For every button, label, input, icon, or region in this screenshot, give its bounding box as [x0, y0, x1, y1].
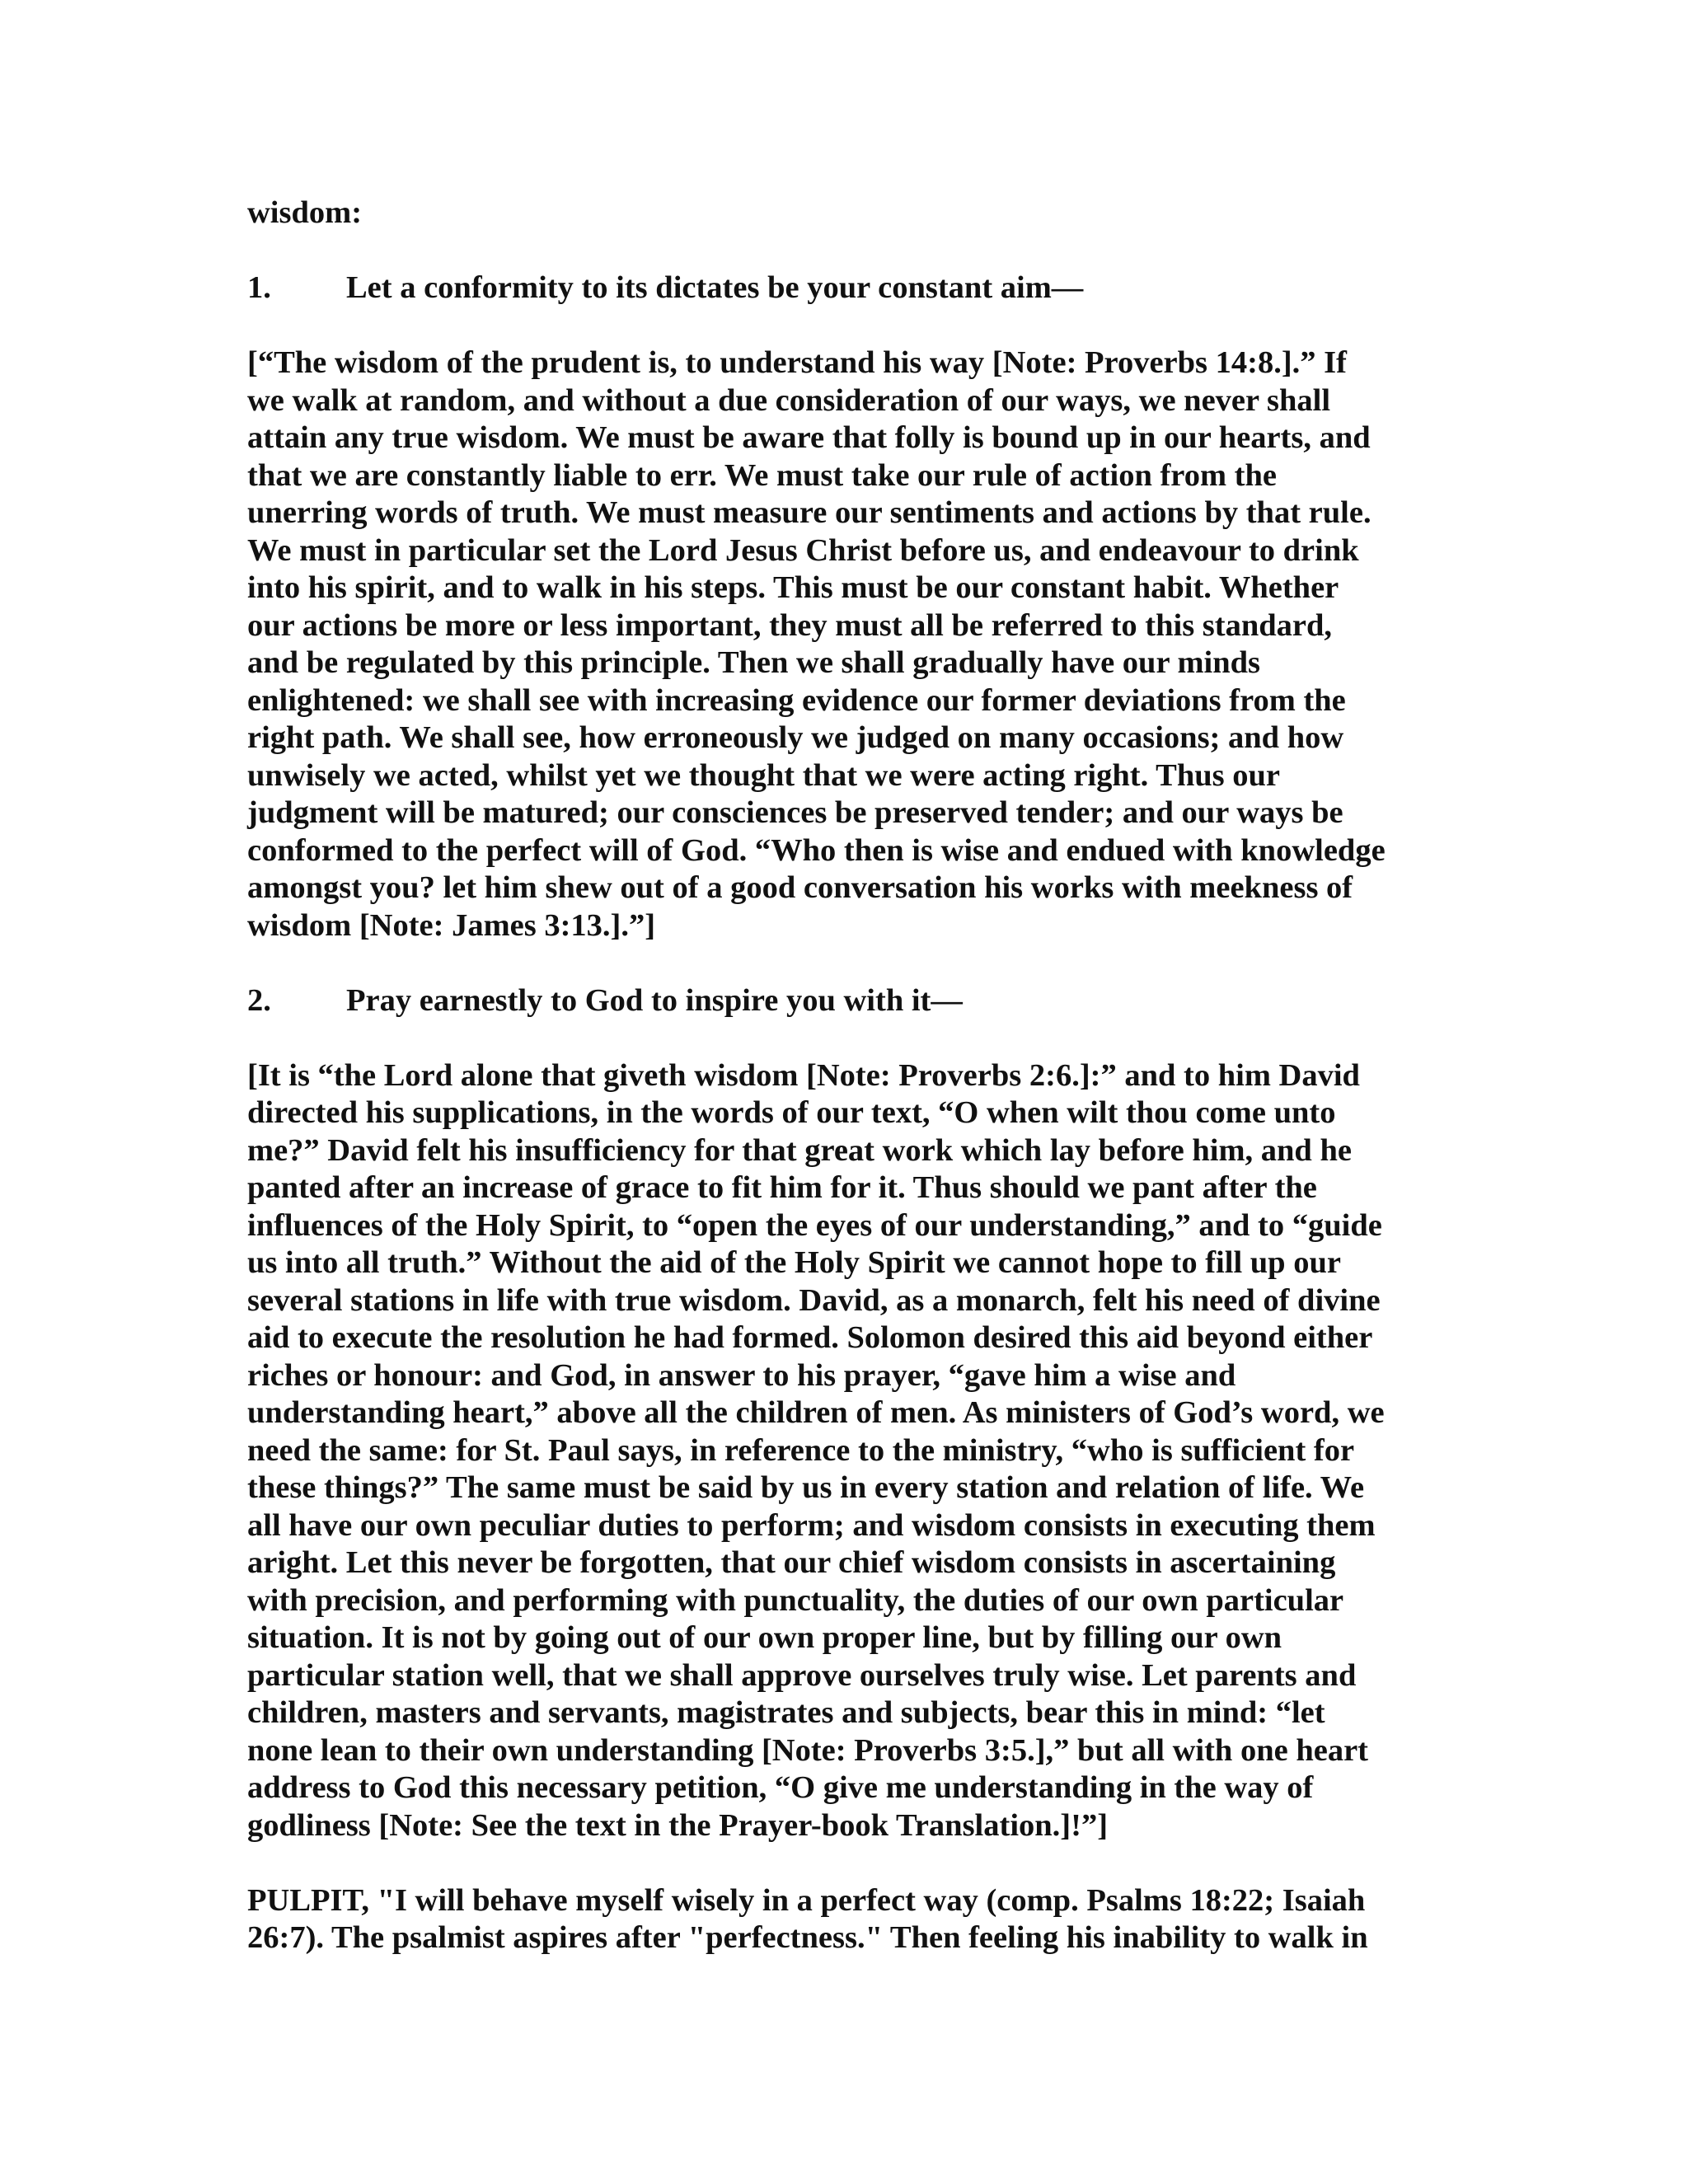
paragraph-line: several stations in life with true wisdom. David, as a monarch, felt his need of divine [247, 1282, 1381, 1318]
item-2-heading: Pray earnestly to God to inspire you with it— [346, 982, 963, 1018]
paragraph-line: with precision, and performing with punctuality, the duties of our own particular [247, 1582, 1344, 1618]
paragraph-line: amongst you? let him shew out of a good conversation his works with meekness of [247, 870, 1353, 905]
closing-paragraph [247, 1882, 1467, 1957]
item-1-heading-row [247, 269, 1467, 307]
paragraph-line: need the same: for St. Paul says, in reference to the ministry, “who is sufficient for [247, 1432, 1355, 1468]
item-1-number: 1. [247, 270, 271, 305]
paragraph-line: [It is “the Lord alone that giveth wisdom [Note: Proverbs 2:6.]:” and to him David [247, 1057, 1360, 1093]
paragraph-line: into his spirit, and to walk in his steps. This must be our constant habit. Whether [247, 570, 1339, 605]
paragraph-line: 26:7). The psalmist aspires after "perfectness." Then feeling his inability to walk in [247, 1920, 1368, 1955]
paragraph-line: influences of the Holy Spirit, to “open the eyes of our understanding,” and to “guide [247, 1207, 1382, 1243]
paragraph-line: understanding heart,” above all the children of men. As ministers of God’s word, we [247, 1395, 1385, 1430]
paragraph-line: PULPIT, "I will behave myself wisely in a perfect way (comp. Psalms 18:22; Isaiah [247, 1882, 1366, 1918]
paragraph-line: aright. Let this never be forgotten, that our chief wisdom consists in ascertaining [247, 1545, 1336, 1580]
paragraph-line: riches or honour: and God, in answer to his prayer, “gave him a wise and [247, 1357, 1236, 1393]
paragraph-line: situation. It is not by going out of our own proper line, but by filling our own [247, 1620, 1282, 1655]
paragraph-line: [“The wisdom of the prudent is, to understand his way [Note: Proverbs 14:8.].” If [247, 345, 1347, 380]
lead-line: wisdom: [247, 195, 363, 230]
paragraph-line: these things?” The same must be said by us in every station and relation of life. We [247, 1470, 1365, 1505]
item-2-paragraph [247, 1057, 1467, 1845]
paragraph-line: godliness [Note: See the text in the Prayer-book Translation.]!”] [247, 1807, 1109, 1843]
paragraph-line: me?” David felt his insufficiency for that great work which lay before him, and he [247, 1132, 1352, 1168]
paragraph-line: We must in particular set the Lord Jesus Christ before us, and endeavour to drink [247, 532, 1359, 568]
paragraph-line: address to God this necessary petition, “O give me understanding in the way of [247, 1770, 1314, 1805]
item-1-heading: Let a conformity to its dictates be your constant aim— [346, 270, 1084, 305]
paragraph-line: directed his supplications, in the words of our text, “O when wilt thou come unto [247, 1095, 1336, 1130]
item-2-number: 2. [247, 982, 271, 1018]
paragraph-line: children, masters and servants, magistrates and subjects, bear this in mind: “let [247, 1695, 1325, 1730]
paragraph-line: aid to execute the resolution he had formed. Solomon desired this aid beyond either [247, 1320, 1373, 1355]
paragraph-line: we walk at random, and without a due consideration of our ways, we never shall [247, 382, 1331, 418]
paragraph-line: judgment will be matured; our consciences be preserved tender; and our ways be [247, 795, 1343, 830]
paragraph-line: us into all truth.” Without the aid of the Holy Spirit we cannot hope to fill up our [247, 1245, 1341, 1280]
item-2-heading-row [247, 982, 1467, 1020]
paragraph-line: none lean to their own understanding [Note: Proverbs 3:5.],” but all with one heart [247, 1732, 1368, 1768]
paragraph-line: unwisely we acted, whilst yet we thought that we were acting right. Thus our [247, 757, 1280, 793]
paragraph-line: enlightened: we shall see with increasing evidence our former deviations from the [247, 682, 1346, 718]
paragraph-line: particular station well, that we shall approve ourselves truly wise. Let parents and [247, 1657, 1357, 1693]
paragraph-line: conformed to the perfect will of God. “Who then is wise and endued with knowledge [247, 832, 1386, 868]
paragraph-line: right path. We shall see, how erroneously we judged on many occasions; and how [247, 720, 1344, 755]
paragraph-line: our actions be more or less important, they must all be referred to this standard, [247, 607, 1333, 643]
paragraph-line: that we are constantly liable to err. We must take our rule of action from the [247, 457, 1277, 493]
paragraph-line: and be regulated by this principle. Then we shall gradually have our minds [247, 645, 1261, 680]
document-body [247, 194, 1467, 1957]
paragraph-line: panted after an increase of grace to fit him for it. Thus should we pant after the [247, 1170, 1317, 1205]
item-1-paragraph [247, 344, 1467, 944]
paragraph-line: all have our own peculiar duties to perform; and wisdom consists in executing them [247, 1507, 1376, 1543]
paragraph-line: attain any true wisdom. We must be aware that folly is bound up in our hearts, and [247, 420, 1371, 455]
paragraph-line: wisdom [Note: James 3:13.].”] [247, 907, 656, 943]
paragraph-line: unerring words of truth. We must measure our sentiments and actions by that rule. [247, 495, 1372, 530]
